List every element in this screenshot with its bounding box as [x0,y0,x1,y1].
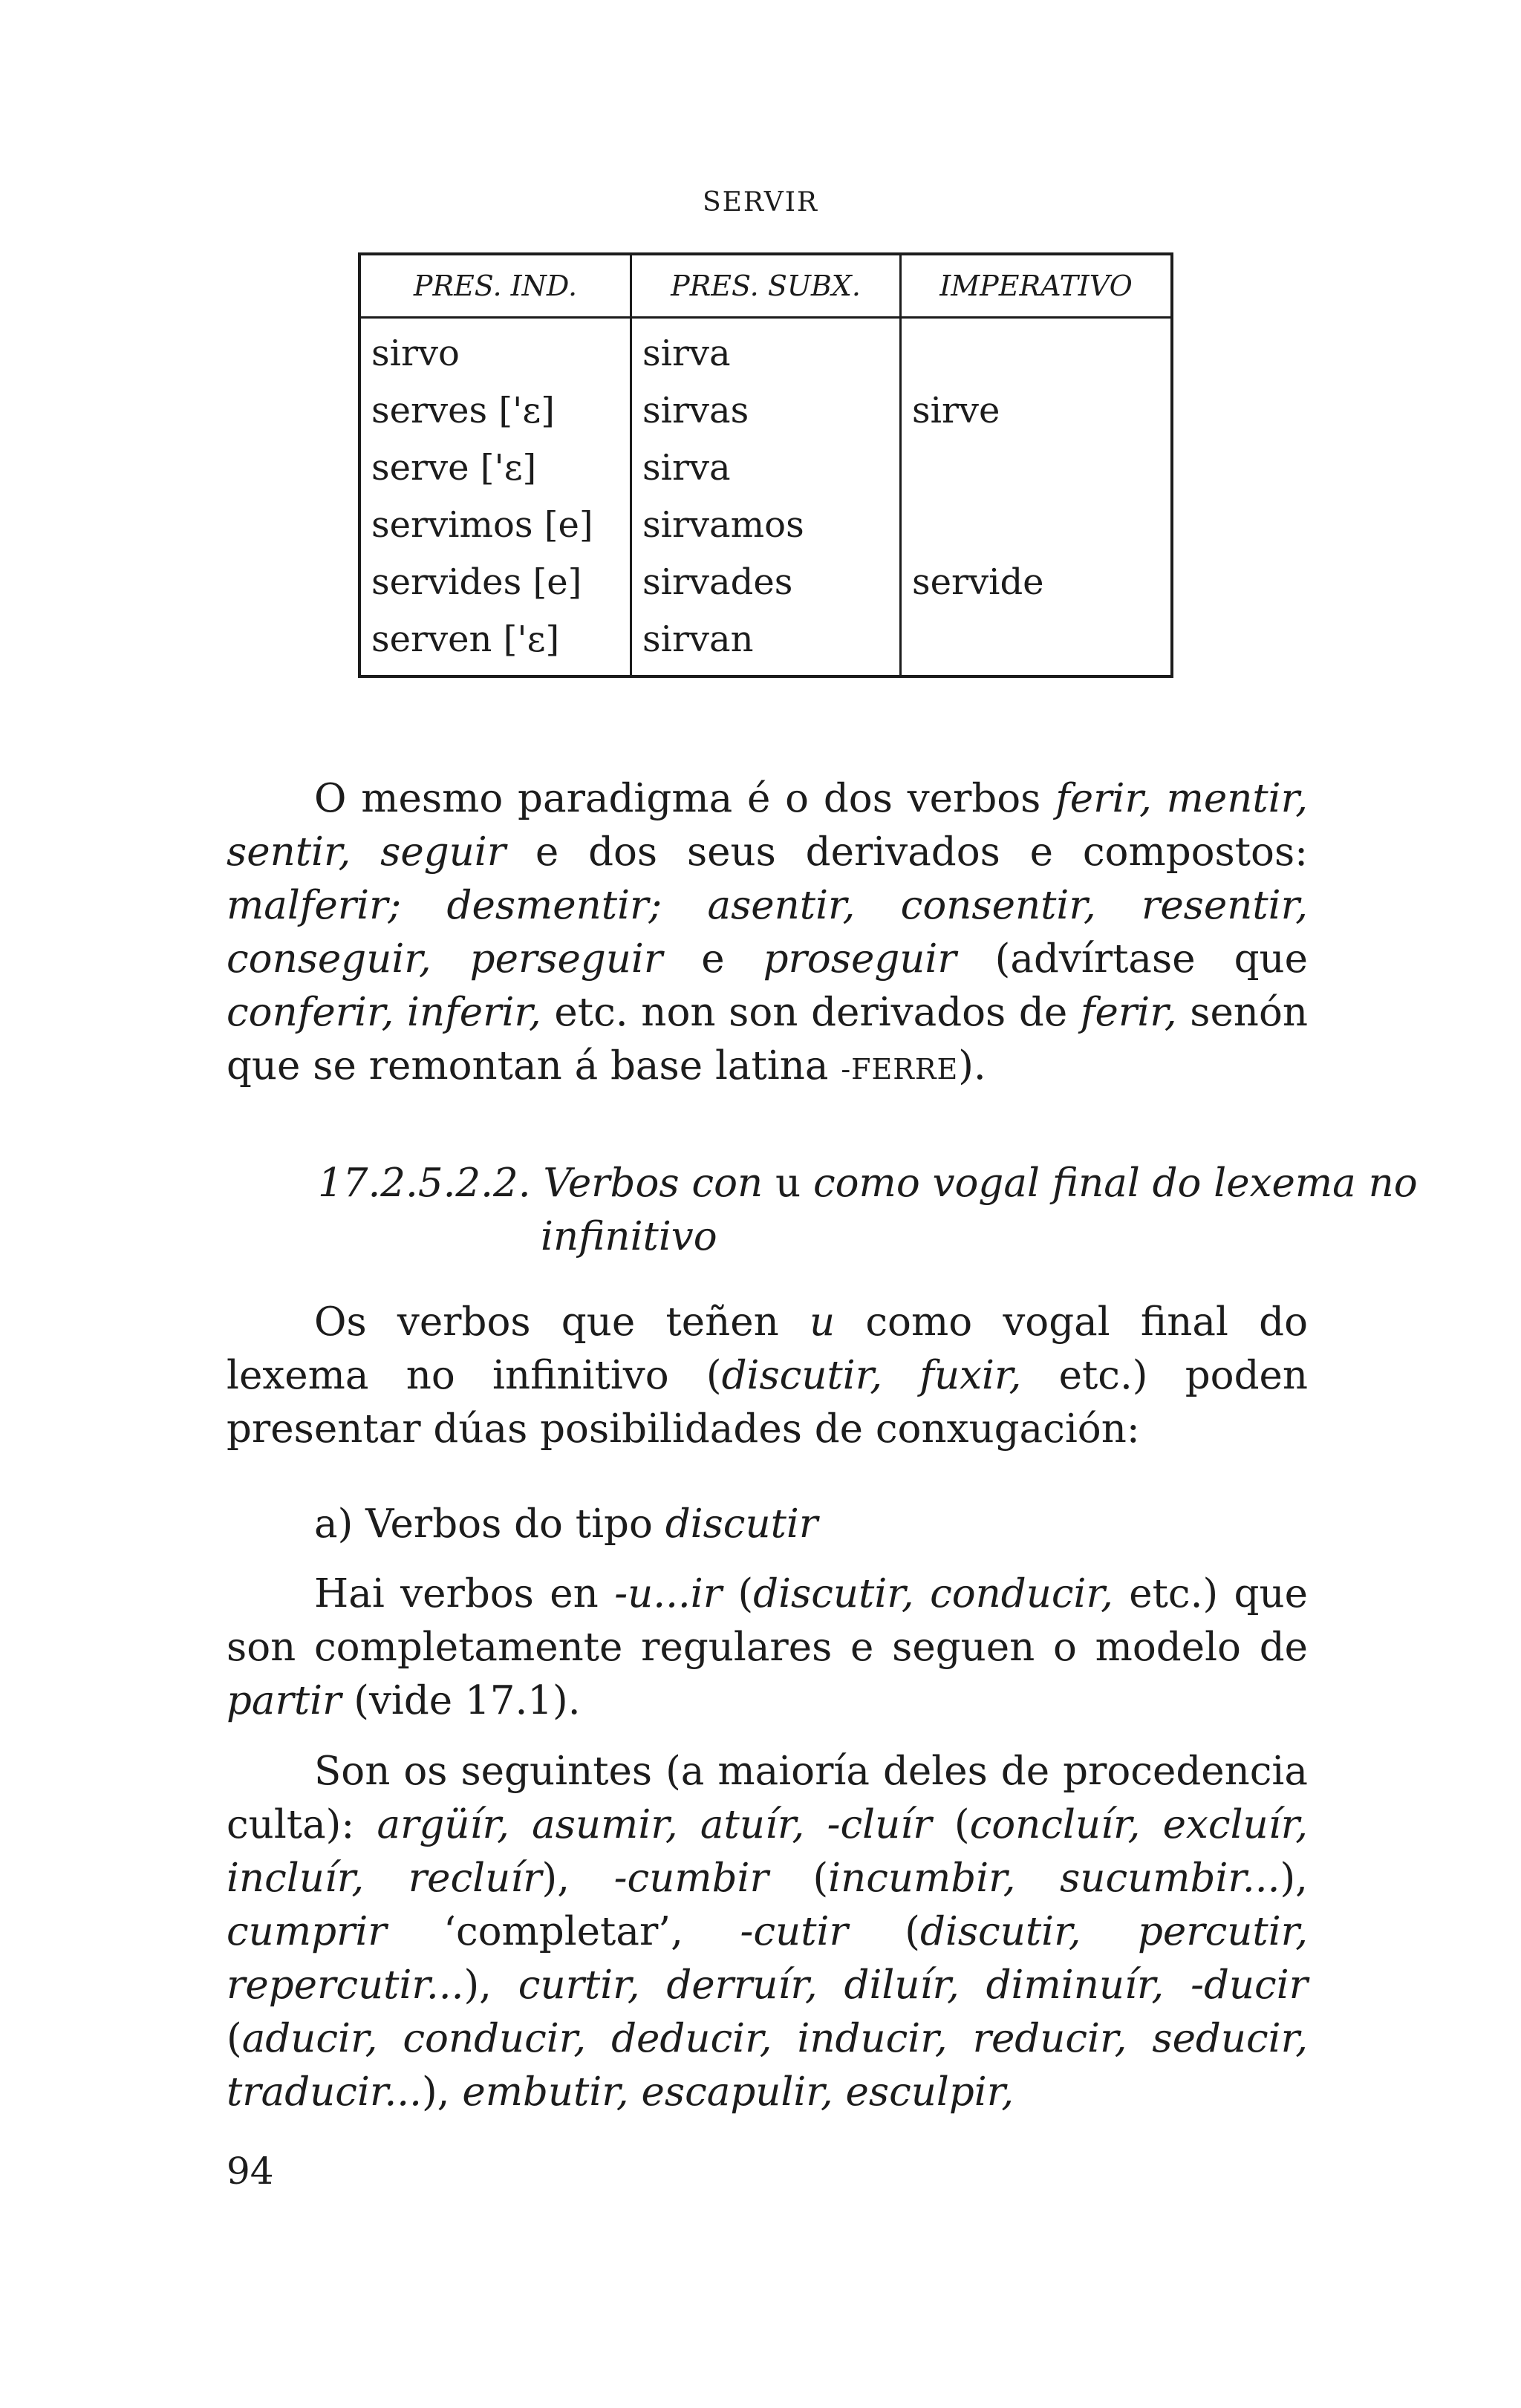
table-cell: sirvamos [631,496,901,553]
paragraph-3: Hai verbos en -u...ir (discutir, conducir, etc.) que son completamente regulares e seguen o modelo de partir (vide 17.1). [227,1571,1308,1723]
table-cell: sirva [631,439,901,496]
table-header-row [359,254,1172,318]
table-cell [901,610,1173,676]
table-cell [901,318,1173,382]
table-cell [901,439,1173,496]
paragraph-4: Son os seguintes (a maioría deles de procedencia culta): argüír, asumir, atuír, -cluír (concluír, excluír, incluír, recluír), -cumbir (incumbir, sucumbir...), cumprir ‘completar’, -cutir (discutir, percutir, repercutir...), curtir, derruír, diluír, diminuír, -ducir (aducir, conducir, deducir, inducir, reducir, seducir, traducir...), embutir, escapulir, esculpir, [227,1749,1309,2115]
table-cell: serve ['ɛ] [359,439,631,496]
paragraph-1: O mesmo paradigma é o dos verbos ferir, mentir, sentir, seguir e dos seus derivados e compostos: malferir; desmentir; asentir, consentir, resentir, conseguir, perseguir e proseguir (advírtase que conferir, inferir, etc. non son derivados de ferir, senón que se remontan á base latina -FERRE). [227,776,1308,1089]
table-cell: sirvo [359,318,631,382]
table-cell: sirve [912,389,1000,431]
table-row [359,496,1172,553]
section-heading: 17.2.5.2.2. Verbos con u como vogal final do lexema no infinitivo [318,1161,1418,1259]
table-row [359,610,1172,676]
table-cell [901,496,1173,553]
table-cell: servide [912,561,1044,603]
table-row [359,382,1172,439]
table-row [359,553,1172,610]
page-number: 94 [227,2150,274,2193]
table-cell: servides [e] [359,553,631,610]
list-item-a: a) Verbos do tipo discutir [314,1501,818,1547]
header-pres-ind: PRES. IND. [359,254,631,318]
table-cell: sirvan [631,610,901,676]
table-row [359,318,1172,382]
table-row [359,439,1172,496]
header-pres-subx: PRES. SUBX. [631,254,901,318]
table-cell: serves ['ɛ] [359,382,631,439]
header-imperativo: IMPERATIVO [901,254,1173,318]
table-cell: sirva [631,318,901,382]
running-title: SERVIR [702,187,819,218]
table-cell: sirvades [631,553,901,610]
conjugation-table [358,252,1173,678]
table-cell: sirvas [631,382,901,439]
paragraph-2: Os verbos que teñen u como vogal final do lexema no infinitivo (discutir, fuxir, etc.) poden presentar dúas posibilidades de conxugación: [227,1299,1309,1452]
table-cell: serven ['ɛ] [359,610,631,676]
table-cell: servimos [e] [359,496,631,553]
